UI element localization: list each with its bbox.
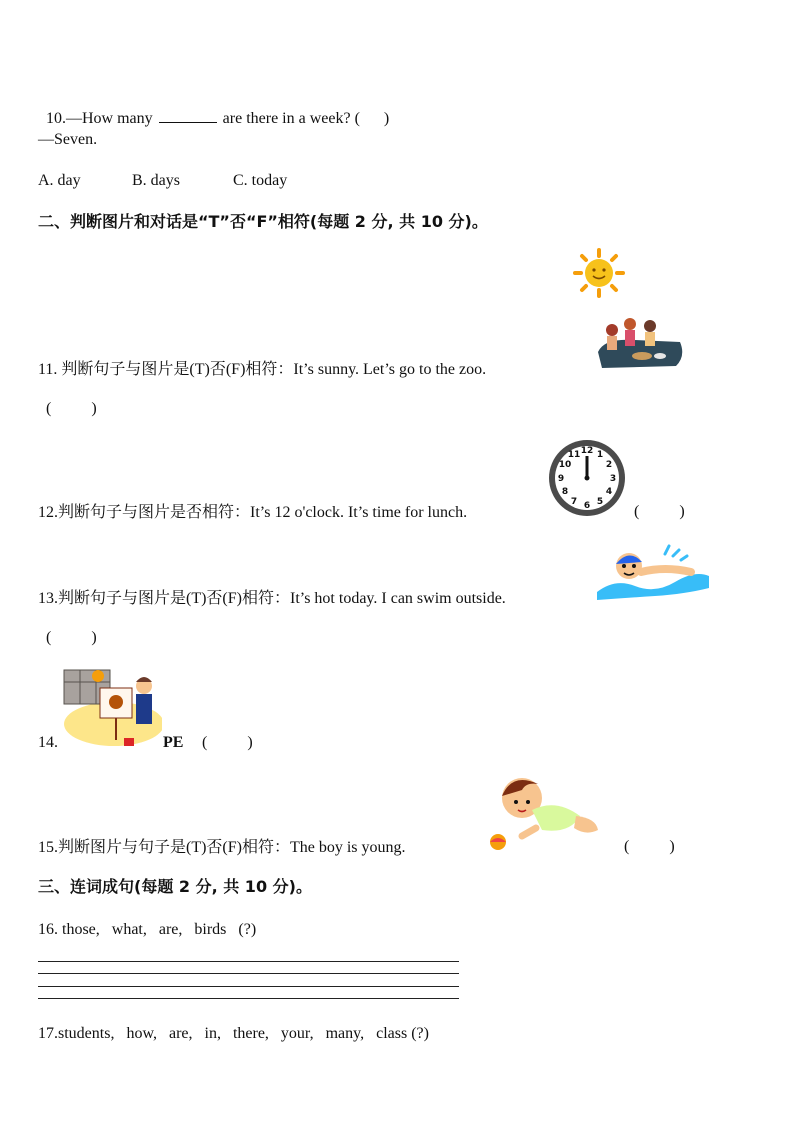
question-12: 12.判断句子与图片是否相符：It’s 12 o'clock. It’s time for lunch. [38, 504, 468, 521]
answer-line[interactable] [38, 998, 459, 999]
question-14-number: 14. [38, 734, 58, 751]
question-14-word: PE [163, 734, 184, 751]
question-10-suffix: are there in a week? ( ) [218, 110, 390, 127]
section-2-heading: 二、判断图片和对话是“T”否“F”相符(每题 2 分, 共 10 分)。 [38, 212, 488, 231]
question-10-answer: —Seven. [38, 131, 98, 148]
picnic-illustration [594, 312, 686, 370]
answer-line[interactable] [38, 973, 459, 974]
question-10-option-c: C. today [233, 172, 288, 189]
clock-number-9: 9 [557, 474, 565, 484]
question-10-option-a: A. day [38, 172, 81, 189]
answer-line[interactable] [38, 986, 459, 987]
clock-number-11: 11 [567, 450, 581, 460]
question-15: 15.判断图片与句子是(T)否(F)相符：The boy is young. [38, 839, 406, 856]
question-16: 16. those, what, are, birds (?) [38, 921, 257, 938]
clock-number-4: 4 [605, 487, 613, 497]
question-11-answer-parens[interactable]: ( ) [46, 400, 97, 417]
baby-illustration [486, 770, 606, 854]
question-15-answer-parens[interactable]: ( ) [624, 838, 675, 855]
question-11: 11. 判断句子与图片是(T)否(F)相符：It’s sunny. Let’s go to the zoo. [38, 361, 487, 378]
swimmer-illustration [595, 542, 711, 602]
question-14-answer-parens[interactable]: ( ) [202, 734, 253, 751]
question-13-answer-parens[interactable]: ( ) [46, 629, 97, 646]
answer-blank[interactable] [159, 108, 217, 123]
question-10 [38, 88, 389, 129]
clock-number-8: 8 [561, 487, 569, 497]
clock-number-10: 10 [558, 460, 572, 470]
clock-number-1: 1 [596, 450, 604, 460]
clock-number-3: 3 [609, 474, 617, 484]
question-10-option-b: B. days [132, 172, 180, 189]
answer-line[interactable] [38, 961, 459, 962]
clock-number-12: 12 [580, 446, 594, 456]
clock-illustration [545, 438, 629, 518]
clock-number-7: 7 [570, 497, 578, 507]
clock-number-6: 6 [583, 501, 591, 511]
sun-icon [572, 248, 626, 298]
painter-illustration [58, 662, 162, 752]
question-10-prefix: 10.—How many [46, 110, 157, 127]
question-12-answer-parens[interactable]: ( ) [634, 503, 685, 520]
clock-number-2: 2 [605, 460, 613, 470]
question-13: 13.判断句子与图片是(T)否(F)相符：It’s hot today. I can swim outside. [38, 590, 506, 607]
clock-number-5: 5 [596, 497, 604, 507]
question-17: 17.students, how, are, in, there, your, many, class (?) [38, 1025, 429, 1042]
section-3-heading: 三、连词成句(每题 2 分, 共 10 分)。 [38, 877, 312, 896]
